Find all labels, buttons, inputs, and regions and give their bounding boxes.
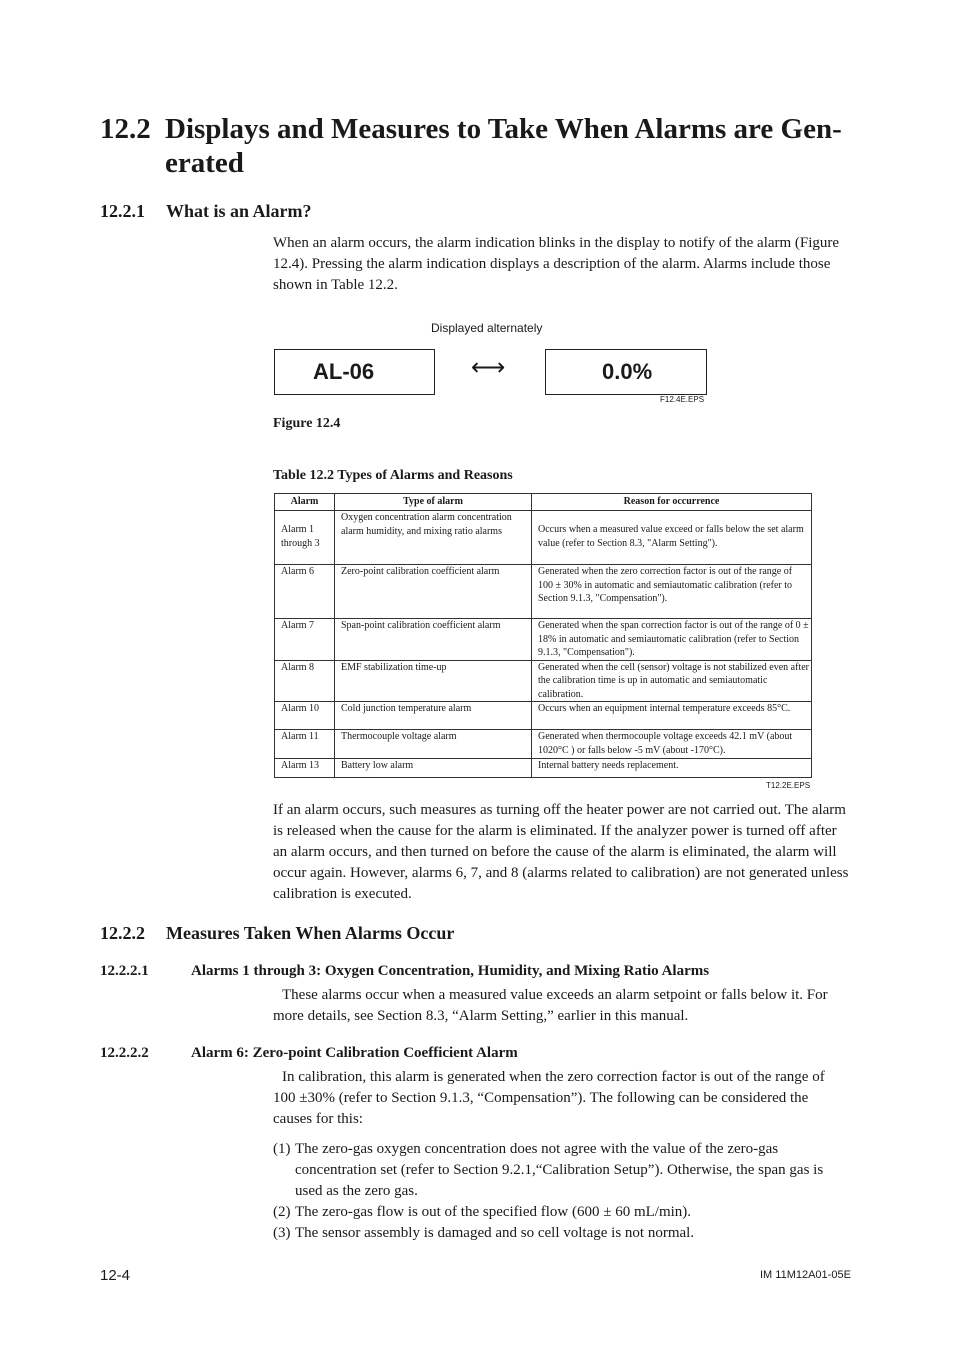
table-header: Type of alarm	[335, 494, 532, 511]
alternate-arrow-icon: ⟷	[471, 353, 506, 381]
table-row	[275, 759, 812, 778]
reason-cell: Internal battery needs replacement.	[532, 759, 812, 778]
table-row	[275, 619, 812, 661]
table-row	[275, 702, 812, 730]
type-cell: Span-point calibration coefficient alarm	[335, 619, 532, 661]
subsection-heading-12-2-2	[100, 923, 455, 944]
alarm-6-paragraph: In calibration, this alarm is generated when the zero correction factor is out of the range of 100 ±30% (refer to Section 9.1.3, “Compensation”). The following can be considered the causes for this:	[273, 1069, 825, 1127]
table-row	[275, 660, 812, 702]
page-number: 12-4	[100, 1267, 131, 1284]
subsubsection-heading-12-2-2-2	[100, 1045, 518, 1062]
display-value: 0.0%	[602, 359, 653, 384]
subsection-number: 12.2.1	[100, 201, 145, 221]
table-row	[275, 565, 812, 619]
subsubsection-heading-12-2-2-1	[100, 963, 710, 980]
causes-list	[273, 1139, 843, 1244]
table-eps-label: T12.2E.EPS	[766, 781, 811, 790]
figure-caption-top: Displayed alternately	[431, 321, 543, 335]
alarm-cell: Alarm 13	[275, 759, 335, 778]
type-cell: Zero-point calibration coefficient alarm	[335, 565, 532, 619]
list-number: (1)	[273, 1141, 291, 1157]
alarm-cell: Alarm 7	[275, 619, 335, 661]
type-cell: Battery low alarm	[335, 759, 532, 778]
list-item	[273, 1202, 843, 1223]
subsubsection-title: Alarms 1 through 3: Oxygen Concentration, Humidity, and Mixing Ratio Alarms	[191, 963, 710, 979]
reason-cell: Generated when the zero correction factor is out of the range of 100 ± 30% in automatic and semiautomatic calibration (refer to Section 9.1.3, "Compensation").	[532, 565, 812, 619]
list-item-text: The zero-gas flow is out of the specified flow (600 ± 60 mL/min).	[295, 1204, 692, 1220]
subsubsection-title: Alarm 6: Zero-point Calibration Coefficient Alarm	[191, 1045, 518, 1061]
list-number: (2)	[273, 1204, 291, 1220]
subsubsection-number: 12.2.2.1	[100, 963, 149, 979]
document-id: IM 11M12A01-05E	[760, 1269, 851, 1281]
reason-cell: Generated when thermocouple voltage exceeds 42.1 mV (about 1020°C ) or falls below -5 mV (about -170°C).	[532, 730, 812, 759]
type-cell: Thermocouple voltage alarm	[335, 730, 532, 759]
alarm-cell: Alarm 8	[275, 660, 335, 702]
type-cell: Oxygen concentration alarm concentration alarm humidity, and mixing ratio alarms	[335, 511, 532, 565]
alarms-table	[274, 493, 812, 778]
list-number: (3)	[273, 1225, 291, 1241]
table-header-row	[275, 494, 812, 511]
subsection-number: 12.2.2	[100, 923, 145, 943]
alarm-code: AL-06	[313, 359, 375, 384]
section-title: Displays and Measures to Take When Alarms are Gen- erated	[165, 113, 842, 179]
alarm-cell: Alarm 6	[275, 565, 335, 619]
alarm-behavior-paragraph: If an alarm occurs, such measures as turning off the heater power are not carried out. The alarm is released when the cause for the alarm is eliminated. If the analyzer power is turned off after an alarm occurs, and then turned on before the cause of the alarm is eliminated, the alarm will occur again. However, alarms 6, 7, and 8 (alarms related to calibration) are not generated unless calibration is executed.	[273, 802, 849, 902]
list-item	[273, 1223, 843, 1244]
subsection-title: What is an Alarm?	[166, 201, 312, 221]
reason-cell: Generated when the cell (sensor) voltage is not stabilized even after the calibration time is up in automatic and semiautomatic calibration.	[532, 660, 812, 702]
type-cell: Cold junction temperature alarm	[335, 702, 532, 730]
reason-cell: Occurs when a measured value exceed or falls below the set alarm value (refer to Section 8.3, "Alarm Setting").	[532, 511, 812, 565]
alarm-cell: Alarm 1 through 3	[275, 511, 335, 565]
reason-cell: Generated when the span correction factor is out of the range of 0 ± 18% in automatic and semiautomatic calibration (refer to Section 9.1.3, "Compensation").	[532, 619, 812, 661]
type-cell: EMF stabilization time-up	[335, 660, 532, 702]
table-caption: Table 12.2 Types of Alarms and Reasons	[273, 468, 513, 483]
subsection-heading-12-2-1	[100, 201, 312, 222]
table-header: Reason for occurrence	[532, 494, 812, 511]
figure-eps-label: F12.4E.EPS	[660, 395, 705, 404]
alarm-cell: Alarm 11	[275, 730, 335, 759]
alarms-1-3-paragraph: These alarms occur when a measured value exceeds an alarm setpoint or falls below it. For more details, see Section 8.3, “Alarm Setting,” earlier in this manual.	[273, 987, 828, 1024]
table-header: Alarm	[275, 494, 335, 511]
table-row	[275, 511, 812, 565]
intro-paragraph: When an alarm occurs, the alarm indication blinks in the display to notify of the alarm (Figure 12.4). Pressing the alarm indication displays a description of the alarm. Alarms include those shown in Table 12.2.	[273, 235, 840, 293]
section-number: 12.2	[100, 113, 151, 145]
list-item	[273, 1139, 843, 1202]
page-title	[100, 112, 880, 180]
subsection-title: Measures Taken When Alarms Occur	[166, 923, 455, 943]
reason-cell: Occurs when an equipment internal temperature exceeds 85°C.	[532, 702, 812, 730]
alarm-cell: Alarm 10	[275, 702, 335, 730]
subsubsection-number: 12.2.2.2	[100, 1045, 149, 1061]
value-display	[545, 349, 707, 395]
figure-label: Figure 12.4	[273, 416, 341, 431]
alarm-display	[274, 349, 435, 395]
list-item-text: The zero-gas oxygen concentration does not agree with the value of the zero-gas concentration set (refer to Section 9.2.1,“Calibration Setup”). Otherwise, the span gas is used as the zero gas.	[295, 1141, 824, 1199]
list-item-text: The sensor assembly is damaged and so cell voltage is not normal.	[295, 1225, 695, 1241]
table-row	[275, 730, 812, 759]
